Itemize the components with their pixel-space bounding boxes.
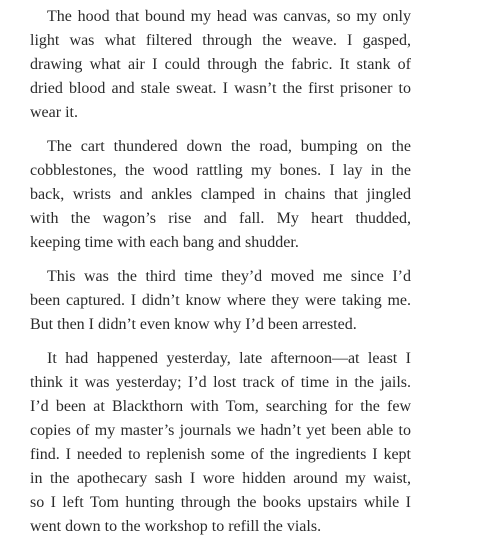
text-line: The hood that bound my head was canvas, so my only	[47, 8, 411, 25]
text-line: with the wagon’s rise and fall. My heart thudded,	[30, 210, 411, 227]
text-line: so I left Tom hunting through the books upstairs while I	[30, 494, 411, 511]
paragraph-2	[30, 135, 411, 255]
paragraph-3	[30, 265, 411, 337]
text-line: It had happened yesterday, late afternoon—at least I	[47, 350, 411, 367]
paragraph-1	[30, 5, 411, 125]
text-line: wear it.	[30, 104, 78, 121]
text-line: I’d been at Blackthorn with Tom, searching for the few	[30, 398, 411, 415]
text-line: This was the third time they’d moved me since I’d	[47, 268, 411, 285]
text-line: dried blood and stale sweat. I wasn’t the first prisoner to	[30, 80, 411, 97]
text-line: cobblestones, the wood rattling my bones. I lay in the	[30, 162, 411, 179]
text-line: copies of my master’s journals we hadn’t yet been able to	[30, 422, 411, 439]
text-line: find. I needed to replenish some of the ingredients I kept	[30, 446, 411, 463]
text-line: keeping time with each bang and shudder.	[30, 234, 299, 251]
text-line: drawing what air I could through the fabric. It stank of	[30, 56, 411, 73]
text-line: The cart thundered down the road, bumping on the	[47, 138, 411, 155]
book-page	[30, 5, 411, 549]
text-line: back, wrists and ankles clamped in chains that jingled	[30, 186, 411, 203]
text-line: But then I didn’t even know why I’d been arrested.	[30, 316, 357, 333]
paragraph-4	[30, 347, 411, 539]
text-line: light was what filtered through the weave. I gasped,	[30, 32, 411, 49]
text-line: in the apothecary sash I wore hidden around my waist,	[30, 470, 411, 487]
text-line: think it was yesterday; I’d lost track of time in the jails.	[30, 374, 411, 391]
text-line: went down to the workshop to refill the vials.	[30, 518, 322, 535]
text-line: been captured. I didn’t know where they were taking me.	[30, 292, 411, 309]
